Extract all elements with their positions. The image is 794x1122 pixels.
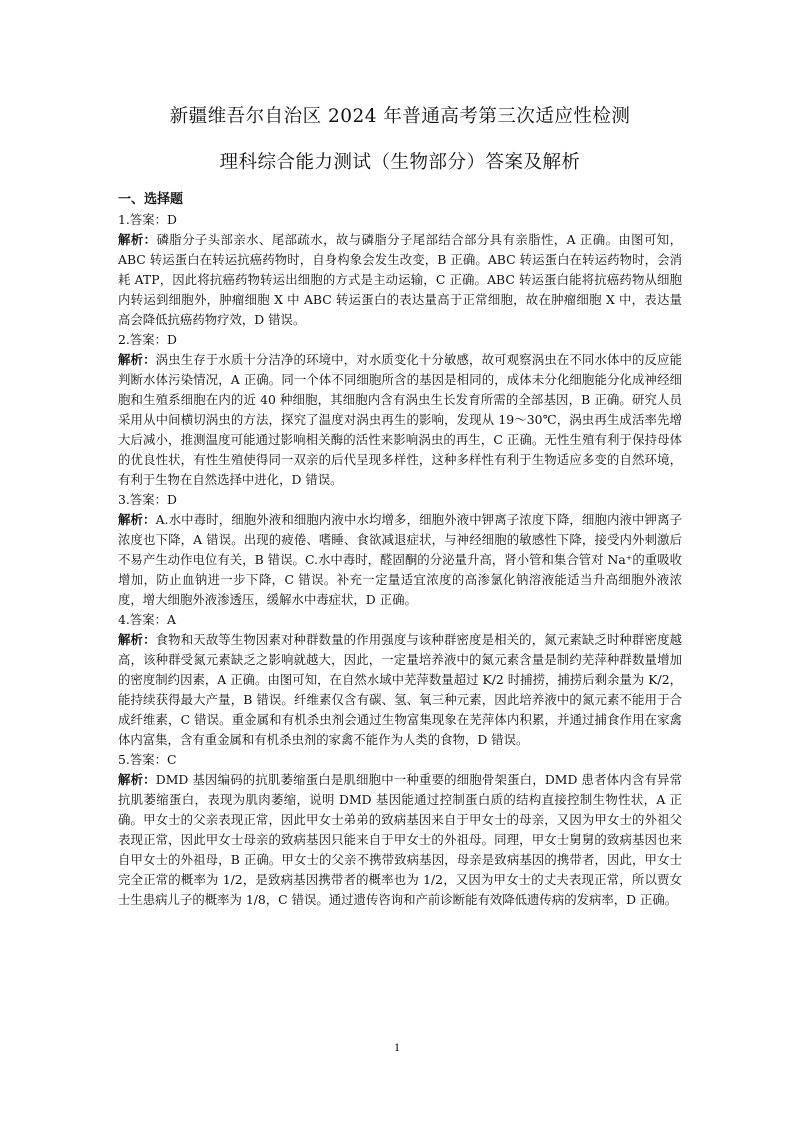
page-number: 1	[394, 1040, 400, 1054]
document-subtitle: 理科综合能力测试（生物部分）答案及解析	[219, 152, 581, 173]
answer-line: 5.答案：C	[118, 752, 177, 767]
explanation-label: 解析：	[118, 352, 156, 367]
explanation-text: DMD 基因编码的抗肌萎缩蛋白是肌细胞中一种重要的细胞骨架蛋白，DMD 患者体内含有异常抗肌萎缩蛋白，表现为肌肉萎缩，说明 DMD 基因能通过控制蛋白质的结构直接控制生物性状，A 正确。甲女士的父亲表现正常，因此甲女士弟弟的致病基因来自于甲女士的母亲，又因为甲女士的外祖父表现正常，因此甲女士母亲的致病基因只能来自于甲女士的外祖母。同理，甲女士舅舅的致病基因也来自甲女士的外祖母，B 正确。甲女士的父亲不携带致病基因，母亲是致病基因的携带者，因此，甲女士完全正常的概率为 1/2，是致病基因携带者的概率也为 1/2，又因为甲女士的丈夫表现正常，所以贾女士生患病儿子的概率为 1/8，C 错误。通过遗传咨询和产前诊断能有效降低遗传病的发病率，D 正确。	[118, 772, 682, 907]
section-heading: 一、选择题	[118, 192, 184, 207]
explanation-paragraph	[118, 230, 682, 330]
explanation-paragraph	[118, 630, 682, 750]
answer-line: 1.答案：D	[118, 212, 177, 227]
document-title: 新疆维吾尔自治区 2024 年普通高考第三次适应性检测	[169, 106, 631, 127]
explanation-label: 解析：	[118, 632, 156, 647]
question-1	[118, 210, 682, 330]
explanation-text: 磷脂分子头部亲水、尾部疏水，故与磷脂分子尾部结合部分具有亲脂性，A 正确。由图可知，ABC 转运蛋白在转运抗癌药物时，自身构象会发生改变，B 正确。ABC 转运蛋白在转运药物时，会消耗 ATP，因此将抗癌药物转运出细胞的方式是主动运输，C 正确。ABC 转运蛋白能将抗癌药物从细胞内转运到细胞外，肿瘤细胞 X 中 ABC 转运蛋白的表达量高于正常细胞，故在肿瘤细胞 X 中，表达量高会降低抗癌药物疗效，D 错误。	[118, 232, 682, 327]
explanation-label: 解析：	[118, 512, 156, 527]
answer-line: 4.答案：A	[118, 612, 176, 627]
explanation-paragraph	[118, 510, 682, 610]
answer-line: 3.答案：D	[118, 492, 177, 507]
answer-line: 2.答案：D	[118, 332, 177, 347]
question-2	[118, 330, 682, 490]
explanation-text: A.水中毒时，细胞外液和细胞内液中水均增多，细胞外液中钾离子浓度下降，细胞内液中钾离子浓度也下降，A 错误。出现的疲倦、嗜睡、食欲减退症状，与神经细胞的敏感性下降，接受内外刺激后不易产生动作电位有关，B 错误。C.水中毒时，醛固酮的分泌量升高，肾小管和集合管对 Na⁺的重吸收增加，防止血钠进一步下降，C 错误。补充一定量适宜浓度的高渗氯化钠溶液能适当升高细胞外液浓度，增大细胞外液渗透压，缓解水中毒症状，D 正确。	[118, 512, 682, 607]
question-3	[118, 490, 682, 610]
question-5	[118, 750, 682, 910]
explanation-paragraph	[118, 770, 682, 910]
explanation-paragraph	[118, 350, 682, 490]
explanation-label: 解析：	[118, 772, 156, 787]
explanation-text: 涡虫生存于水质十分洁净的环境中，对水质变化十分敏感，故可观察涡虫在不同水体中的反应能判断水体污染情况，A 正确。同一个体不同细胞所含的基因是相同的，成体未分化细胞能分化成神经细胞和生殖系细胞在内的近 40 种细胞，其细胞内含有涡虫生长发育所需的全部基因，B 正确。研究人员采用从中间横切涡虫的方法，探究了温度对涡虫再生的影响，发现从 19～30℃，涡虫再生成活率先增大后减小，推测温度可能通过影响相关酶的活性来影响涡虫的再生，C 正确。无性生殖有利于保持母体的优良性状，有性生殖使得同一双亲的后代呈现多样性，这种多样性有利于生物适应多变的自然环境，有利于生物在自然选择中进化，D 错误。	[118, 352, 683, 487]
explanation-label: 解析：	[118, 232, 157, 247]
explanation-text: 食物和天敌等生物因素对种群数量的作用强度与该种群密度是相关的，氮元素缺乏时种群密度越高，该种群受氮元素缺乏之影响就越大，因此，一定量培养液中的氮元素含量是制约芜萍种群数量增加的密度制约因素，A 正确。由图可知，在自然水域中芜萍数量超过 K/2 时捕捞，捕捞后剩余量为 K/2，能持续获得最大产量，B 错误。纤维素仅含有碳、氢、氧三种元素，因此培养液中的氮元素不能用于合成纤维素，C 错误。重金属和有机杀虫剂会通过生物富集现象在芜萍体内积累，并通过捕食作用在家禽体内富集，含有重金属和有机杀虫剂的家禽不能作为人类的食物，D 错误。	[118, 632, 683, 747]
question-4	[118, 610, 682, 750]
